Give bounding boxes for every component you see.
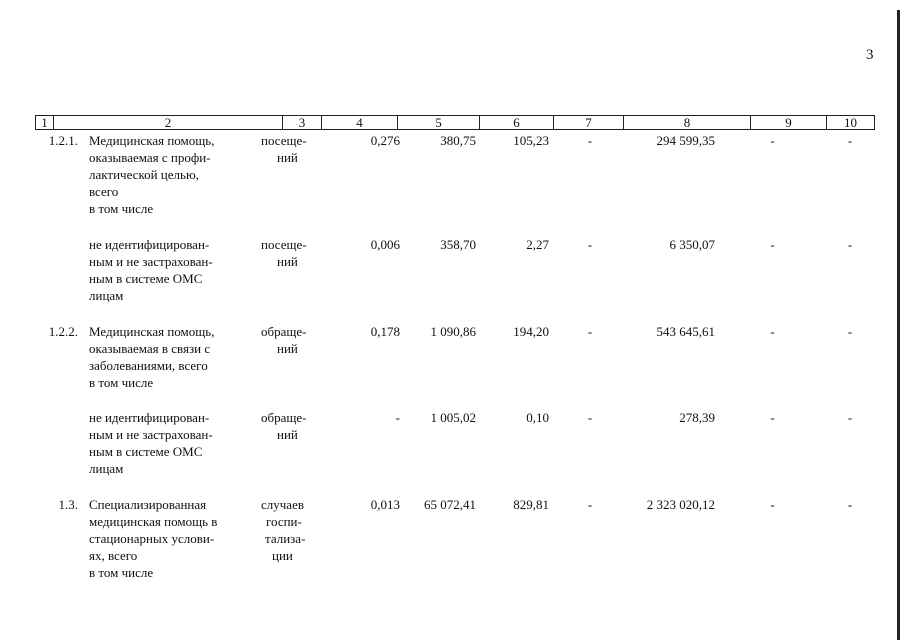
- cell-col-10: -: [847, 410, 853, 425]
- row-name-line: в том числе: [89, 565, 154, 580]
- row-number: 1.3.: [58, 497, 78, 512]
- row-number: 1.2.1.: [48, 133, 78, 148]
- cell-col-7: -: [587, 133, 593, 148]
- row-name-line: ным в системе ОМС: [89, 444, 203, 459]
- row-name: [89, 236, 247, 304]
- row-name: [89, 409, 247, 477]
- row-name-line: Медицинская помощь,: [89, 133, 215, 148]
- cell-col-9: -: [770, 497, 775, 512]
- row-name-line: Специализированная: [89, 497, 207, 512]
- cell-col-9: -: [770, 133, 775, 148]
- header-col-4: 4: [322, 116, 398, 129]
- cell-col-5: 380,75: [440, 133, 476, 148]
- row-name-line: Медицинская помощь,: [89, 324, 215, 339]
- cell-col-6: 105,23: [513, 133, 549, 148]
- header-col-8: 8: [624, 116, 751, 129]
- row-name: [89, 132, 247, 217]
- header-col-6: 6: [480, 116, 554, 129]
- cell-col-10: -: [847, 497, 853, 512]
- cell-col-7: -: [587, 497, 593, 512]
- cell-col-9: -: [770, 410, 775, 425]
- cell-col-4: 0,013: [370, 497, 400, 512]
- row-name-line: медицинская помощь в: [89, 514, 218, 529]
- row-name-line: оказываемая с профи-: [89, 150, 211, 165]
- cell-col-9: -: [770, 237, 775, 252]
- header-col-2: 2: [54, 116, 283, 129]
- row-unit-line: обраще-: [261, 410, 307, 425]
- cell-col-8: 6 350,07: [669, 237, 715, 252]
- row-name-line: всего: [89, 184, 119, 199]
- header-col-9: 9: [751, 116, 827, 129]
- row-name-line: в том числе: [89, 201, 154, 216]
- cell-col-10: -: [847, 237, 853, 252]
- cell-col-10: -: [847, 324, 853, 339]
- header-col-3: 3: [283, 116, 322, 129]
- row-unit-line: посеще-: [261, 133, 307, 148]
- cell-col-7: -: [587, 324, 593, 339]
- cell-col-9: -: [770, 324, 775, 339]
- page-number: 3: [866, 47, 874, 63]
- header-col-1: 1: [36, 116, 54, 129]
- row-name-line: заболеваниями, всего: [89, 358, 208, 373]
- row-name-line: не идентифицирован-: [89, 410, 210, 425]
- row-name: [89, 496, 247, 581]
- row-unit-line: ний: [277, 150, 298, 165]
- row-name-line: лактической целью,: [89, 167, 199, 182]
- header-col-10: 10: [844, 115, 857, 130]
- row-name-line: ным и не застрахован-: [89, 254, 213, 269]
- header-col-7: 7: [554, 116, 624, 129]
- cell-col-5: 1 090,86: [430, 324, 476, 339]
- row-number: 1.2.2.: [48, 324, 78, 339]
- row-name-line: ным и не застрахован-: [89, 427, 213, 442]
- cell-col-7: -: [587, 410, 593, 425]
- row-unit-line: госпи-: [266, 514, 302, 529]
- cell-col-8: 543 645,61: [656, 324, 715, 339]
- row-name-line: лицам: [89, 288, 124, 303]
- row-unit: [261, 496, 317, 564]
- cell-col-6: 0,10: [526, 410, 549, 425]
- row-unit: [261, 409, 317, 443]
- cell-col-5: 358,70: [440, 237, 476, 252]
- row-unit: [261, 236, 317, 270]
- row-unit-line: ний: [277, 427, 298, 442]
- row-name: [89, 323, 247, 391]
- row-name-line: ным в системе ОМС: [89, 271, 203, 286]
- row-unit-line: обраще-: [261, 324, 307, 339]
- cell-col-7: -: [587, 237, 593, 252]
- row-name-line: не идентифицирован-: [89, 237, 210, 252]
- cell-col-4: 0,006: [370, 237, 400, 252]
- cell-col-8: 294 599,35: [656, 133, 715, 148]
- row-unit: [261, 132, 317, 166]
- cell-col-8: 278,39: [679, 410, 715, 425]
- cell-col-10: -: [847, 133, 853, 148]
- row-unit-line: ции: [272, 548, 293, 563]
- row-name-line: стационарных услови-: [89, 531, 215, 546]
- cell-col-6: 194,20: [513, 324, 549, 339]
- cell-col-5: 65 072,41: [424, 497, 476, 512]
- row-unit-line: случаев: [261, 497, 304, 512]
- cell-col-6: 829,81: [513, 497, 549, 512]
- row-unit: [261, 323, 317, 357]
- row-unit-line: посеще-: [261, 237, 307, 252]
- row-unit-line: ний: [277, 254, 298, 269]
- cell-col-5: 1 005,02: [430, 410, 476, 425]
- cell-col-6: 2,27: [526, 237, 549, 252]
- row-name-line: оказываемая в связи с: [89, 341, 211, 356]
- row-name-line: лицам: [89, 461, 124, 476]
- row-name-line: ях, всего: [89, 548, 138, 563]
- header-col-5: 5: [398, 116, 480, 129]
- cell-col-8: 2 323 020,12: [646, 497, 715, 512]
- cell-col-4: 0,178: [370, 324, 400, 339]
- row-name-line: в том числе: [89, 375, 154, 390]
- row-unit-line: ний: [277, 341, 298, 356]
- cell-col-4: 0,276: [370, 133, 400, 148]
- row-unit-line: тализа-: [265, 531, 306, 546]
- cell-col-4: -: [395, 410, 400, 425]
